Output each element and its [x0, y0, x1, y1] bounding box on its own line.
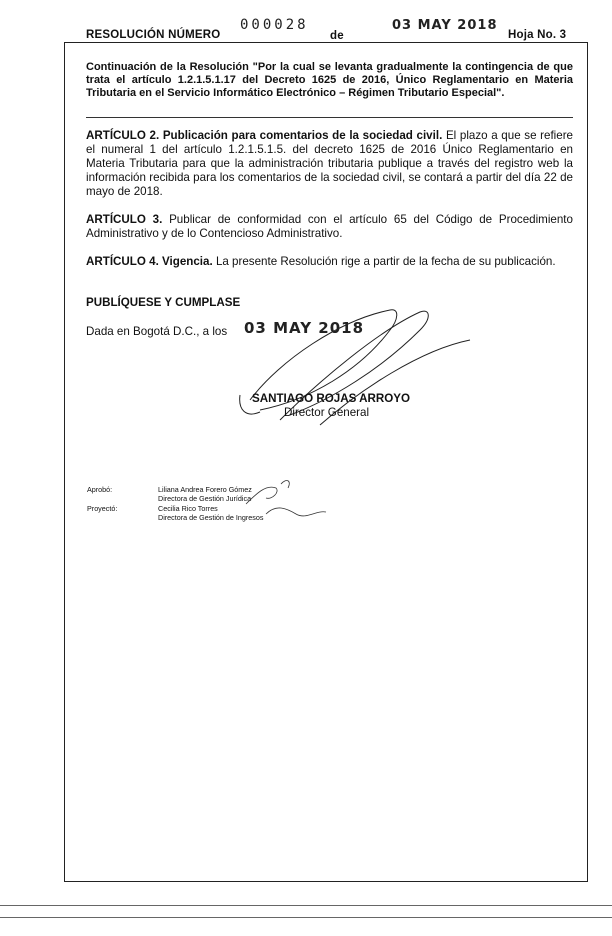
initials-scribble [236, 474, 336, 524]
publish-statement: PUBLÍQUESE Y CUMPLASE [86, 296, 241, 309]
continuation-intro [86, 61, 573, 100]
approved-by-name: Liliana Andrea Forero Gómez [158, 485, 252, 494]
article-3-heading: ARTÍCULO 3. [86, 213, 163, 226]
approved-by-role: Aprobó: [87, 485, 113, 494]
sheet-number: Hoja No. 3 [508, 29, 567, 41]
resolution-label: RESOLUCIÓN NÚMERO [86, 29, 221, 41]
article-4-body: La presente Resolución rige a partir de la fecha de su publicación. [215, 255, 556, 268]
de-label: de [330, 30, 344, 42]
drafted-by-name: Cecilia Rico Torres [158, 504, 218, 513]
article-4 [86, 255, 573, 269]
article-3 [86, 213, 573, 241]
drafted-by-role: Proyectó: [87, 504, 118, 513]
approved-by-position: Directora de Gestión Jurídica [158, 494, 252, 503]
header-date-stamp: 03 MAY 2018 [392, 18, 498, 33]
page-bottom-rule-1 [0, 905, 612, 906]
article-2-body: El plazo a que se refiere el numeral 1 del artículo 1.2.1.5.1.5. del decreto 1625 de 2016 Único Reglamentario en Materia Tributaria para que la administración tributaria publique a través del registro web la información recibida para los comentarios de la sociedad civil, se contará a partir del día 22 de mayo de 2018. [86, 129, 574, 198]
closing-date-stamp: 03 MAY 2018 [244, 319, 365, 337]
article-2 [86, 129, 573, 199]
article-3-body: Publicar de conformidad con el artículo 65 del Código de Procedimiento Administrativo y de lo Contencioso Administrativo. [86, 213, 573, 240]
intro-text: "Por la cual se levanta gradualmente la contingencia de que trata el artículo 1.2.1.5.1.17 del Decreto 1625 de 2016, Único Reglamentario en Materia Tributaria en el Servicio Informático Electrónico – Régimen Tributario Especial". [86, 61, 573, 99]
article-4-heading: ARTÍCULO 4. Vigencia. [86, 255, 213, 268]
intro-divider [86, 117, 573, 118]
intro-lead: Continuación de la Resolución [86, 61, 249, 73]
article-2-heading: ARTÍCULO 2. Publicación para comentarios de la sociedad civil. [86, 129, 443, 142]
given-in-text: Dada en Bogotá D.C., a los [86, 325, 228, 338]
page-bottom-rule-2 [0, 917, 612, 918]
signatory-title: Director General [284, 406, 370, 419]
resolution-number-stamp: 000028 [240, 17, 309, 33]
drafted-by-position: Directora de Gestión de Ingresos [158, 513, 264, 522]
signatory-name: SANTIAGO ROJAS ARROYO [252, 392, 411, 405]
